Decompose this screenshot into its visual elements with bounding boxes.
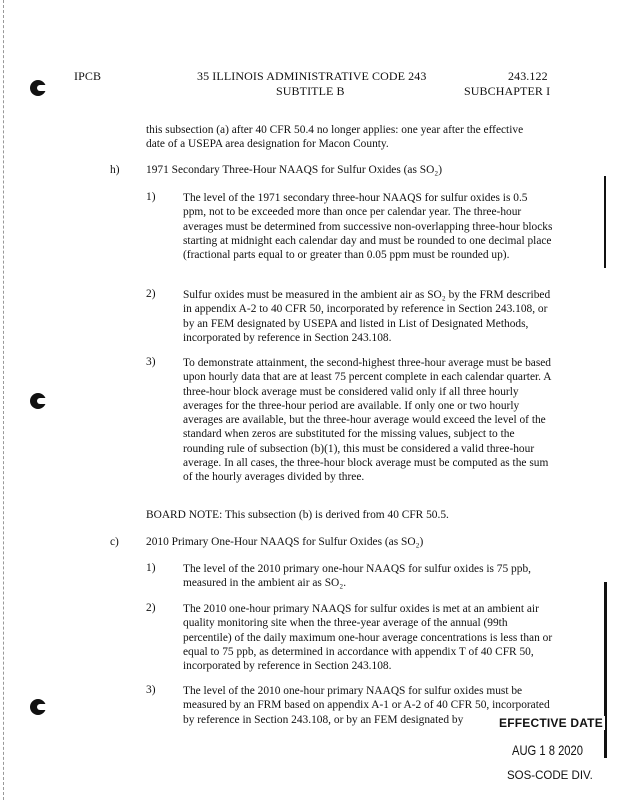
punch-hole-icon bbox=[30, 80, 46, 96]
section-label: h) bbox=[110, 164, 120, 176]
scan-margin-bar-bottom bbox=[604, 582, 607, 758]
section-title: 2010 Primary One-Hour NAAQS for Sulfur Oxides (as SO₂) bbox=[146, 536, 424, 548]
item-text: The level of the 2010 one-hour primary NAAQS for sulfur oxides must be measured by an FRM based on appendix A-1 or A-2 of 40 CFR 50, incorporated by reference in Section 243.108, or by an FEM designated by bbox=[183, 685, 550, 726]
stamp-division: SOS-CODE DIV. bbox=[507, 770, 593, 782]
item-number: 2) bbox=[146, 288, 156, 300]
punch-hole-icon bbox=[30, 393, 46, 409]
item-text: The 2010 one-hour primary NAAQS for sulfur oxides is met at an ambient air quality monitoring site when the three-year average of the annual (99th percentile) of the daily maximum one-hour average concentrations is less than or equal to 75 ppb, as determined in accordance with appendix T of 40 CFR 50, incorporated by reference in Section 243.108. bbox=[183, 603, 553, 673]
header-left: IPCB bbox=[74, 69, 102, 83]
header-right: 243.122 bbox=[508, 69, 548, 83]
board-note: BOARD NOTE: This subsection (b) is derived from 40 CFR 50.5. bbox=[146, 509, 449, 521]
item-number: 1) bbox=[146, 191, 156, 203]
item-number: 1) bbox=[146, 562, 156, 574]
section-title: 1971 Secondary Three-Hour NAAQS for Sulfur Oxides (as SO₂) bbox=[146, 164, 443, 176]
item-text: The level of the 1971 secondary three-hour NAAQS for sulfur oxides is 0.5 ppm, not to be exceeded more than once per calendar year. The three-hour averages must be determined from successive non-overlapping three-hour blocks starting at midnight each calendar day and must be rounded to one decimal place (fractional parts equal to or greater than 0.05 ppm must be rounded up). bbox=[183, 192, 553, 262]
header-center: 35 ILLINOIS ADMINISTRATIVE CODE 243 bbox=[197, 69, 427, 83]
header-subchapter: SUBCHAPTER I bbox=[464, 84, 551, 98]
item-text: The level of the 2010 primary one-hour NAAQS for sulfur oxides is 75 ppb, measured in the ambient air as SO₂. bbox=[183, 563, 531, 590]
scan-edge bbox=[3, 0, 5, 800]
header-subtitle: SUBTITLE B bbox=[276, 84, 345, 98]
item-number: 3) bbox=[146, 356, 156, 368]
punch-hole-icon bbox=[30, 699, 46, 715]
item-number: 2) bbox=[146, 602, 156, 614]
section-label: c) bbox=[110, 536, 119, 548]
stamp-date: AUG 1 8 2020 bbox=[512, 742, 583, 758]
item-text: To demonstrate attainment, the second-highest three-hour average must be based upon hourly data that are at least 75 percent complete in each calendar quarter. A three-hour block average must be considered valid only if all three hourly averages for the three-hour period are available. If only one or two hourly averages are available, but the three-hour average would exceed the level of the standard when zeros are substituted for the missing values, subject to the rounding rule of subsection (b)(1), this must be considered a valid three-hour average. In all cases, the three-hour block average must be computed as the sum of the hourly averages divided by three. bbox=[183, 357, 552, 484]
stamp-label: EFFECTIVE DATE bbox=[499, 716, 603, 730]
item-number: 3) bbox=[146, 684, 156, 696]
intro-paragraph: this subsection (a) after 40 CFR 50.4 no longer applies: one year after the effective date of a USEPA area designation for Macon County. bbox=[146, 124, 524, 151]
item-text: Sulfur oxides must be measured in the ambient air as SO₂ by the FRM described in appendix A-2 to 40 CFR 50, incorporated by reference in Section 243.108, or by an FEM designated by USEPA and listed in List of Designated Methods, incorporated by reference in Section 243.108. bbox=[183, 289, 551, 344]
scan-margin-bar-top bbox=[604, 176, 606, 268]
